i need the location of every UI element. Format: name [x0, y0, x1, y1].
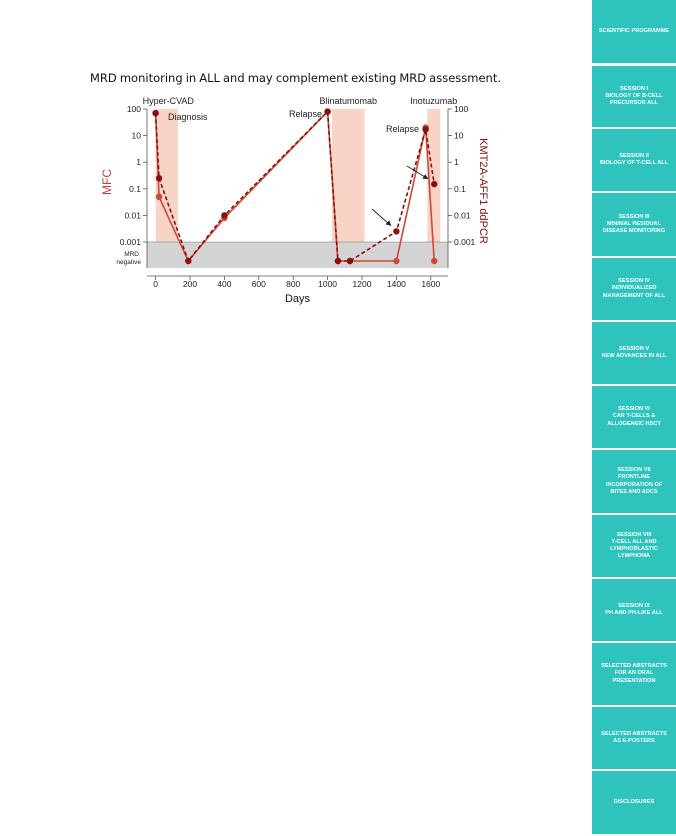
x-tick-label: 400 — [217, 279, 232, 289]
mrd-negative-label: negative — [116, 259, 141, 266]
sidebar-item-session-7[interactable]: SESSION VII FRONTLINE INCORPORATION OF BITES AND ADCS — [592, 450, 676, 513]
data-point — [221, 212, 227, 218]
annotation-label: Diagnosis — [168, 112, 208, 122]
x-tick-label: 1400 — [386, 279, 406, 289]
sidebar-item-e-posters[interactable]: SELECTED ABSTRACTS AS E-POSTERS — [592, 707, 676, 769]
caption-word: may — [247, 71, 273, 85]
treatment-band-label: Inotuzumab — [410, 96, 458, 106]
data-point — [335, 258, 341, 264]
y-tick-label-right: 0.01 — [454, 210, 471, 221]
caption-word: complement — [275, 71, 349, 85]
treatment-band-label: Blinatumomab — [319, 96, 378, 106]
caption-word: and — [222, 71, 245, 85]
data-point — [324, 108, 330, 114]
caption-word: ALL — [199, 71, 220, 85]
sidebar-nav — [592, 0, 676, 836]
data-point — [156, 194, 162, 200]
y-axis-title-right: KMT2A-AFF1 ddPCR — [477, 138, 489, 244]
y-tick-label-right: 1 — [454, 157, 459, 168]
x-tick-label: 200 — [182, 279, 198, 289]
y-tick-label-right: 100 — [454, 104, 469, 114]
data-point — [156, 175, 162, 181]
data-point — [393, 228, 399, 234]
x-tick-label: 600 — [251, 279, 266, 289]
x-axis-title: Days — [284, 293, 311, 305]
data-point — [431, 258, 437, 264]
x-tick-label: 0 — [153, 279, 158, 289]
x-tick-label: 800 — [286, 279, 301, 289]
sidebar-item-session-5[interactable]: SESSION V NEW ADVANCES IN ALL — [592, 322, 676, 384]
y-tick-label-right: 0.001 — [454, 237, 476, 247]
treatment-band — [332, 109, 365, 242]
sidebar-item-session-8[interactable]: SESSION VIII T-CELL ALL AND LYMPHOBLASTIC LYMPHOMA — [592, 515, 676, 577]
mrd-negative-label: MRD — [124, 251, 139, 258]
sidebar-item-session-9[interactable]: SESSION IX PH AND PH-LIKE ALL — [592, 579, 676, 641]
sidebar-item-scientific-programme[interactable]: SCIENTIFIC PROGRAMME — [592, 0, 676, 63]
y-tick-label-right: 10 — [454, 130, 464, 141]
data-point — [185, 258, 191, 264]
caption-word: assessment. — [429, 71, 501, 85]
y-tick-label-right: 0.1 — [454, 183, 466, 194]
sidebar-item-session-1[interactable]: SESSION I BIOLOGY OF B-CELL PRECURSOR ALL — [592, 66, 676, 127]
mrd-chart — [0, 0, 592, 320]
sidebar-item-session-3[interactable]: SESSION III MINIMAL RESIDUAL DISEASE MONITORING — [592, 193, 676, 256]
annotation-label: Relapse — [288, 109, 322, 119]
caption-word: existing — [351, 71, 397, 85]
y-tick-label-left: 10 — [131, 130, 141, 141]
sidebar-item-session-2[interactable]: SESSION II BIOLOGY OF T-CELL ALL — [592, 129, 676, 191]
y-axis-title-left: MFC — [100, 169, 114, 195]
sidebar-item-session-6[interactable]: SESSION VI CAR T-CELLS & ALLOGENEIC HSCT — [592, 386, 676, 448]
annotation-arrow — [372, 209, 391, 225]
y-tick-label-left: 100 — [126, 104, 141, 114]
y-tick-label-left: 1 — [136, 157, 141, 168]
data-point — [347, 258, 353, 264]
data-point — [393, 258, 399, 264]
data-point — [152, 110, 158, 116]
sidebar-item-oral-abstracts[interactable]: SELECTED ABSTRACTS FOR AN ORAL PRESENTATION — [592, 643, 676, 705]
y-tick-label-left: 0.01 — [124, 210, 141, 221]
y-tick-label-left: 0.1 — [129, 183, 141, 194]
sidebar-item-session-4[interactable]: SESSION IV INDIVIDUALIZED MANAGEMENT OF ALL — [592, 258, 676, 320]
caption-word: MRD — [90, 71, 117, 85]
data-point — [431, 181, 437, 187]
caption-word: monitoring — [119, 71, 183, 85]
treatment-band-label: Hyper-CVAD — [142, 96, 194, 106]
x-tick-label: 1000 — [318, 279, 338, 289]
annotation-label: Relapse — [385, 124, 419, 134]
x-tick-label: 1600 — [421, 279, 441, 289]
caption-word: MRD — [399, 71, 427, 85]
x-tick-label: 1200 — [352, 279, 372, 289]
y-tick-label-left: 0.001 — [119, 237, 141, 247]
sidebar-item-disclosures[interactable]: DISCLOSURES — [592, 771, 676, 834]
caption-word: in — [185, 71, 197, 85]
data-point — [422, 126, 428, 132]
mrd-negative-band — [147, 242, 448, 268]
